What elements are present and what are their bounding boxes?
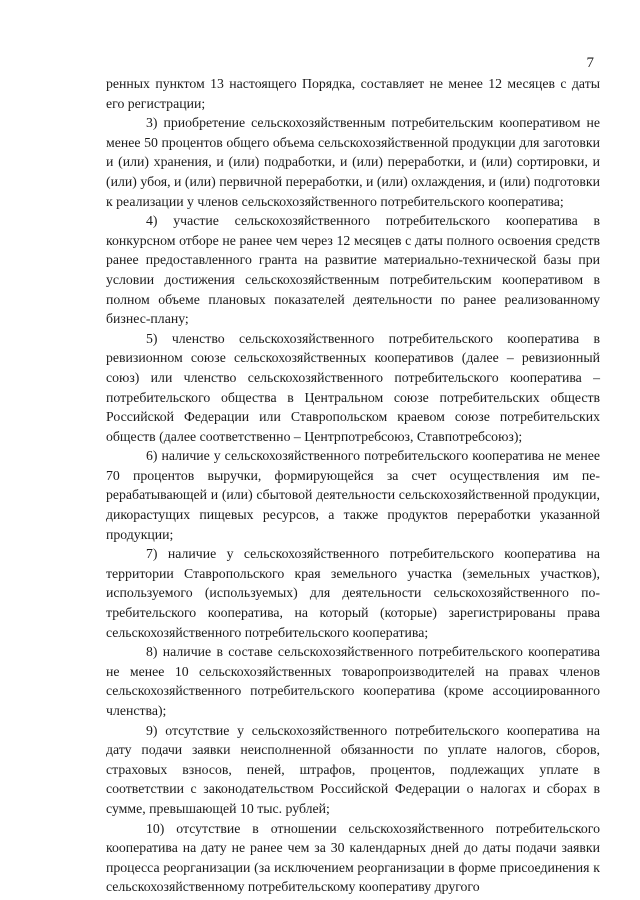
paragraph-item-8: 8) наличие в составе сельскохозяйственного потребительского кооператива не менее 10 сельскохозяйственных товаропроизводителей на правах членов сельскохозяйственного потребительского кооператива (кроме ассоциированного членства);: [106, 644, 600, 718]
paragraph-item-9: 9) отсутствие у сельскохозяйственного потребительского кооператива на дату подачи заявки неисполненной обязанности по уплате налогов, сборов, страховых взносов, пеней, штрафов, процентов, подлежащих уплате в соответствии с законодательством Российской Федерации о налогах и сборах в сумме, превышающей 10 тыс. рублей;: [106, 722, 600, 816]
paragraph-item-4: 4) участие сельскохозяйственного потребительского кооператива в конкурсном отборе не ранее чем через 12 месяцев с даты полного освоения средств ранее предоставленного гранта на развитие материально-технической базы при условии достижения сельскохозяйственным потребительским кооперативом в полном объеме плановых показателей деятельности по ранее реализованному бизнес-плану;: [106, 213, 600, 327]
paragraph-item-10: 10) отсутствие в отношении сельскохозяйственного потребительского кооператива на дату не ранее чем за 30 календарных дней до даты подачи заявки процесса реорганизации (за исключением реорганизации в форме присоединения к сельскохозяйственному потребительскому кооперативу другого: [106, 820, 600, 895]
paragraph-item-3: 3) приобретение сельскохозяйственным потребительским кооперативом не менее 50 процентов общего объема сельскохозяйственной продукции для заготовки и (или) хранения, и (или) подработки, и (или) переработки, и (или) сортировки, и (или) убоя, и (или) первичной переработки, и (или) охлаждения, и (или) подготовки к реализации у членов сельскохозяйственного потребительского кооператива;: [106, 115, 600, 209]
paragraph-continuation: ренных пунктом 13 настоящего Порядка, составляет не менее 12 месяцев с даты его регистрации;: [106, 76, 600, 111]
paragraph-item-7: 7) наличие у сельскохозяйственного потребительского кооператива на территории Ставропольского края земельного участка (земельных участков), используемого (используемых) для деятельности сельскохозяйственного потребительского кооператива, на который (которые) зарегистрированы права сельскохозяйственного потребительского кооператива;: [106, 546, 600, 640]
document-body: [106, 74, 600, 897]
paragraph-item-6: 6) наличие у сельскохозяйственного потребительского кооператива не менее 70 процентов выручки, формирующейся за счет осуществления им перерабатывающей и (или) сбытовой деятельности сельскохозяйственной продукции, дикорастущих пищевых ресурсов, а также продуктов переработки указанной продукции;: [106, 448, 600, 542]
page-number: 7: [586, 55, 594, 71]
paragraph-item-5: 5) членство сельскохозяйственного потребительского кооператива в ревизионном союзе сельскохозяйственных кооперативов (далее – ревизионный союз) или членство сельскохозяйственного потребительского кооператива – потребительского общества в Центральном союзе потребительских обществ Российской Федерации или Ставропольском краевом союзе потребительских обществ (далее соответственно – Центрпотребсоюз, Ставпотребсоюз);: [106, 330, 600, 444]
